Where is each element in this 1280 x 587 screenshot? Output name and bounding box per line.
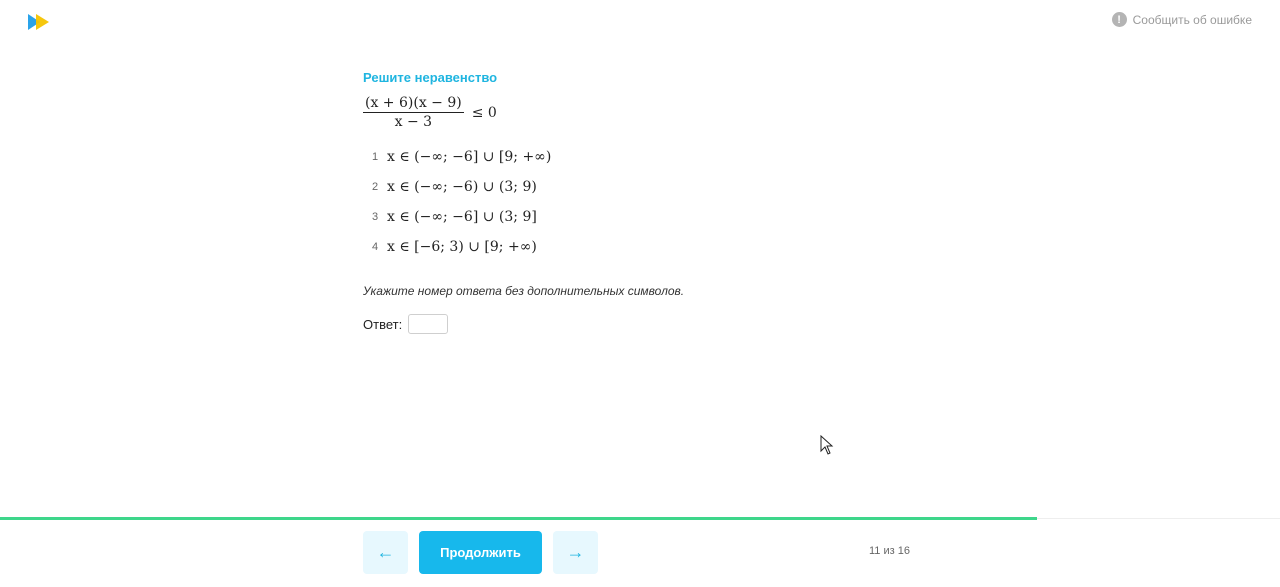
- option-number: 3: [371, 211, 379, 223]
- inequality-relation: ≤ 0: [471, 104, 497, 121]
- question-counter: 11 из 16: [869, 545, 910, 557]
- prev-button[interactable]: [363, 531, 408, 574]
- option-text: x ∈ (−∞; −6) ∪ (3; 9): [387, 179, 537, 195]
- arrow-right-icon: →: [566, 542, 585, 562]
- option-number: 2: [371, 181, 379, 193]
- answer-row: [363, 314, 923, 334]
- progress-bar: [0, 517, 1037, 520]
- exclamation-circle-icon: !: [1112, 12, 1127, 27]
- mouse-cursor-icon: [820, 435, 834, 455]
- task-title: Решите неравенство: [363, 70, 498, 85]
- option-number: 4: [371, 241, 379, 253]
- answer-hint: Укажите номер ответа без дополнительных символов.: [363, 284, 685, 298]
- answer-input[interactable]: [408, 314, 448, 334]
- continue-button[interactable]: Продолжить: [419, 531, 542, 574]
- answer-option-4: [363, 232, 923, 262]
- fraction-denominator: x − 3: [394, 114, 433, 130]
- answer-option-2: [363, 172, 923, 202]
- answer-option-3: [363, 202, 923, 232]
- option-text: x ∈ [−6; 3) ∪ [9; +∞): [387, 239, 537, 255]
- next-button[interactable]: [553, 531, 598, 574]
- play-logo-icon[interactable]: [28, 14, 50, 30]
- report-error-link[interactable]: [1112, 12, 1252, 27]
- task-content: [363, 70, 923, 334]
- option-text: x ∈ (−∞; −6] ∪ (3; 9]: [387, 209, 537, 225]
- report-error-label: Сообщить об ошибке: [1132, 12, 1252, 27]
- arrow-left-icon: ←: [376, 542, 395, 562]
- answer-option-1: [363, 142, 923, 172]
- option-number: 1: [371, 151, 379, 163]
- option-text: x ∈ (−∞; −6] ∪ [9; +∞): [387, 149, 552, 165]
- inequality: [363, 95, 923, 130]
- answer-label: Ответ:: [363, 316, 403, 332]
- fraction-numerator: (x + 6)(x − 9): [365, 95, 462, 111]
- inequality-fraction: [363, 95, 464, 130]
